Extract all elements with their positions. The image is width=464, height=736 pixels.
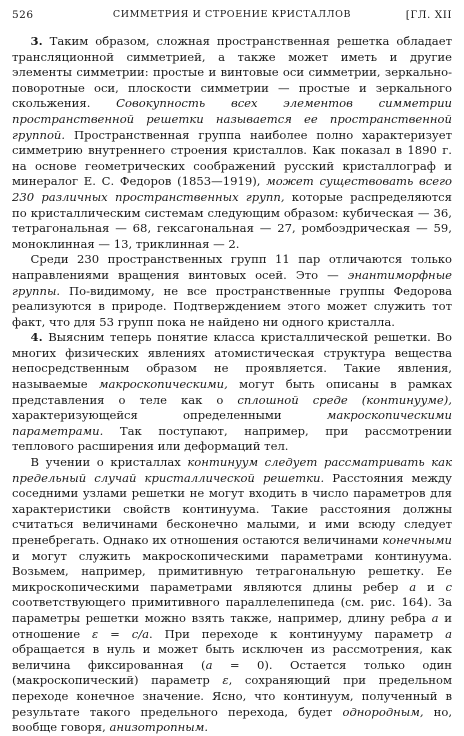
body-text — [12, 34, 452, 736]
emphasis-text: a — [431, 610, 439, 625]
text-run: обращается в нуль и может быть исключен из рассмотрения, как величина фиксированная ( — [12, 642, 452, 672]
text-run: Выясним теперь понятие класса кристаллической решетки. Во многих физических явлениях атомистическая структура вещества непосредственным образом не проявляется. Такие явления, называемые — [12, 330, 452, 392]
text-run: Таким образом, сложная пространственная решетка обладает трансляционной симметрией, а также может иметь и другие элементы симметрии: простые и винтовые оси симметрии, зеркально-поворотные оси, плоскости симметрии — простые и зеркального скольжения. — [12, 34, 452, 111]
emphasis-text: a — [205, 657, 213, 672]
text-run: которые распределяются по кристаллическим системам следующим образом: кубическая — 36, тетрагональная — 68, гексагональная — 27, ромбоэдрическая — 59, моноклинная — 13, триклинная — 2. — [12, 189, 452, 251]
emphasis-text: Совокупность всех элементов симметрии пространственной решетки называется ее пространственной группой. — [12, 96, 452, 142]
paragraph-crystal-class — [12, 330, 452, 455]
text-run: Расстояния между соседними узлами решетки не могут входить в число параметров для характеристики свойств континуума. Такие расстояния должны считаться величинами бесконечно малыми, и ими всюду следует пренебрегать. Однако их отношения остаются величинами — [12, 470, 452, 547]
emphasis-text: ε = c/a — [91, 626, 150, 641]
emphasis-text: a — [409, 579, 417, 594]
emphasis-text: однородным, — [342, 704, 424, 719]
section-number: 4. — [30, 330, 43, 345]
emphasis-text: конечными — [382, 533, 452, 547]
emphasis-text: может существовать всего 230 различных пространственных групп, — [12, 174, 452, 204]
chapter-label: [ГЛ. XII — [405, 9, 452, 21]
text-run: могут быть описаны в рамках представления о теле как о — [12, 377, 452, 407]
emphasis-text: a — [445, 626, 452, 641]
emphasis-text: анизотропным. — [109, 720, 209, 735]
text-run: Так поступают, например, при рассмотрении теплового расширения или деформаций тел. — [12, 423, 452, 454]
running-title: СИММЕТРИЯ И СТРОЕНИЕ КРИСТАЛЛОВ — [112, 9, 352, 20]
emphasis-text: макроскопическими, — [98, 377, 228, 392]
text-run: и могут служить макроскопическими параметрами континуума. Возьмем, например, примитивную тетрагональную решетку. Ее микроскопическими параметрами являются длины ребер — [12, 548, 452, 594]
paragraph-enantiomorphic-groups — [12, 252, 452, 330]
text-run: , сохраняющий при предельном переходе конечное значение. Ясно, что континуум, полученный в результате такого предельного перехода, будет — [12, 673, 452, 719]
book-page — [12, 6, 453, 735]
running-head — [12, 6, 452, 24]
page-number: 526 — [12, 9, 34, 21]
text-run: Среди 230 пространственных групп 11 пар отличаются только направлениями вращения винтовых осей. Это — — [12, 252, 452, 282]
text-run: Пространственная группа наиболее полно характеризует симметрию внутреннего строения кристаллов. Как показал в 1890 г. на основе геометрических соображений русский кристаллограф и минералог Е. С. Федоров (1853—1919), — [12, 127, 452, 189]
emphasis-text: макроскопическими параметрами. — [12, 408, 452, 438]
emphasis-text: ε — [222, 673, 229, 688]
text-run: По-видимому, не все пространственные группы Федорова реализуются в природе. Подтверждением этого может служить тот факт, что для 53 групп пока не найдено ни одного кристалла. — [12, 283, 452, 329]
section-number: 3. — [30, 34, 43, 48]
text-run: В учении о кристаллах — [30, 455, 188, 470]
text-run: характеризующейся определенными — [12, 408, 327, 423]
text-run: . При переходе к континууму параметр — [149, 626, 446, 641]
text-run: и отношение — [12, 610, 452, 641]
text-run: но, вообще говоря, — [12, 704, 453, 735]
text-run: и — [416, 579, 446, 594]
emphasis-text: сплошной среде (континууме), — [237, 392, 452, 407]
emphasis-text: континуум следует рассматривать как предельный случай кристаллической решетки. — [12, 455, 452, 485]
emphasis-text: энантиморфные группы. — [12, 267, 452, 298]
emphasis-text: c — [445, 579, 452, 594]
text-run: = 0). Остается только один (макроскопический) параметр — [12, 657, 452, 688]
paragraph-space-groups — [12, 34, 452, 252]
paragraph-continuum — [12, 455, 452, 736]
text-run: соответствующего примитивного параллелепипеда (см. рис. 164). За параметры решетки можно взять также, например, длину ребра — [12, 595, 452, 625]
